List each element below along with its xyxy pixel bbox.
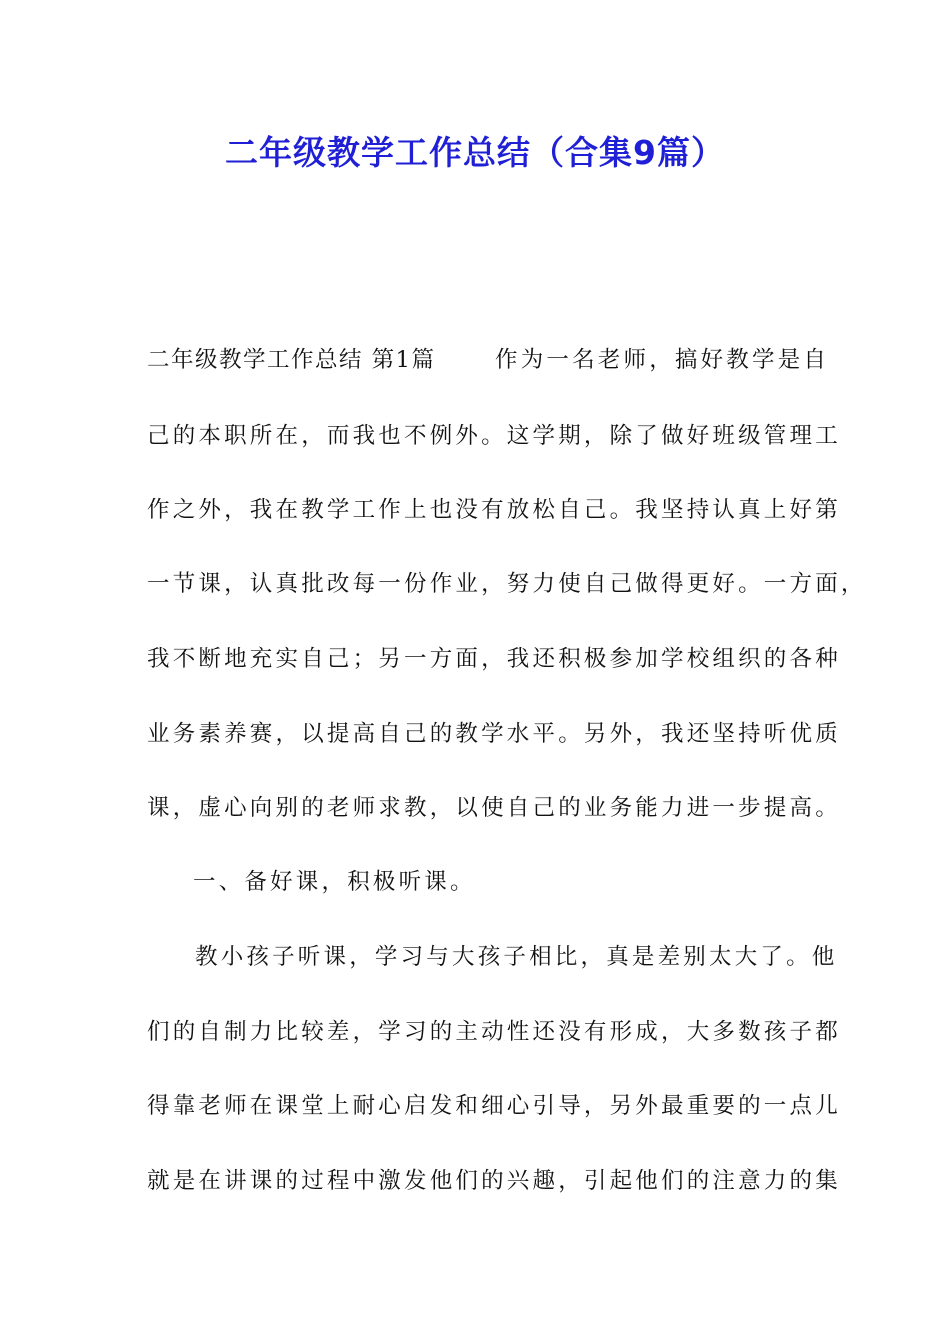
paragraph-line: 课，虚心向别的老师求教，以使自己的业务能力进一步提高。	[147, 795, 841, 821]
paragraph-line: 己的本职所在，而我也不例外。这学期，除了做好班级管理工	[147, 423, 841, 449]
paragraph-text: 作为一名老师，搞好教学是自	[495, 347, 830, 373]
paragraph-line: 就是在讲课的过程中激发他们的兴趣，引起他们的注意力的集	[147, 1168, 841, 1194]
document-title: 二年级教学工作总结（合集9篇）	[225, 133, 725, 172]
paragraph-line: 得靠老师在课堂上耐心启发和细心引导，另外最重要的一点儿	[147, 1093, 841, 1119]
paragraph-line: 们的自制力比较差，学习的主动性还没有形成，大多数孩子都	[147, 1019, 841, 1045]
paragraph-line: 作之外，我在教学工作上也没有放松自己。我坚持认真上好第	[147, 497, 841, 523]
paragraph-line: 一节课，认真批改每一份作业，努力使自己做得更好。一方面，	[147, 571, 867, 597]
paragraph-line: 我不断地充实自己；另一方面，我还积极参加学校组织的各种	[147, 646, 841, 672]
paragraph-line: 教小孩子听课，学习与大孩子相比，真是差别太大了。他	[195, 944, 838, 970]
paragraph-line: 业务素养赛，以提高自己的教学水平。另外，我还坚持听优质	[147, 721, 841, 747]
article-heading: 二年级教学工作总结 第1篇	[147, 347, 436, 373]
section-heading: 一、备好课，积极听课。	[193, 869, 476, 895]
